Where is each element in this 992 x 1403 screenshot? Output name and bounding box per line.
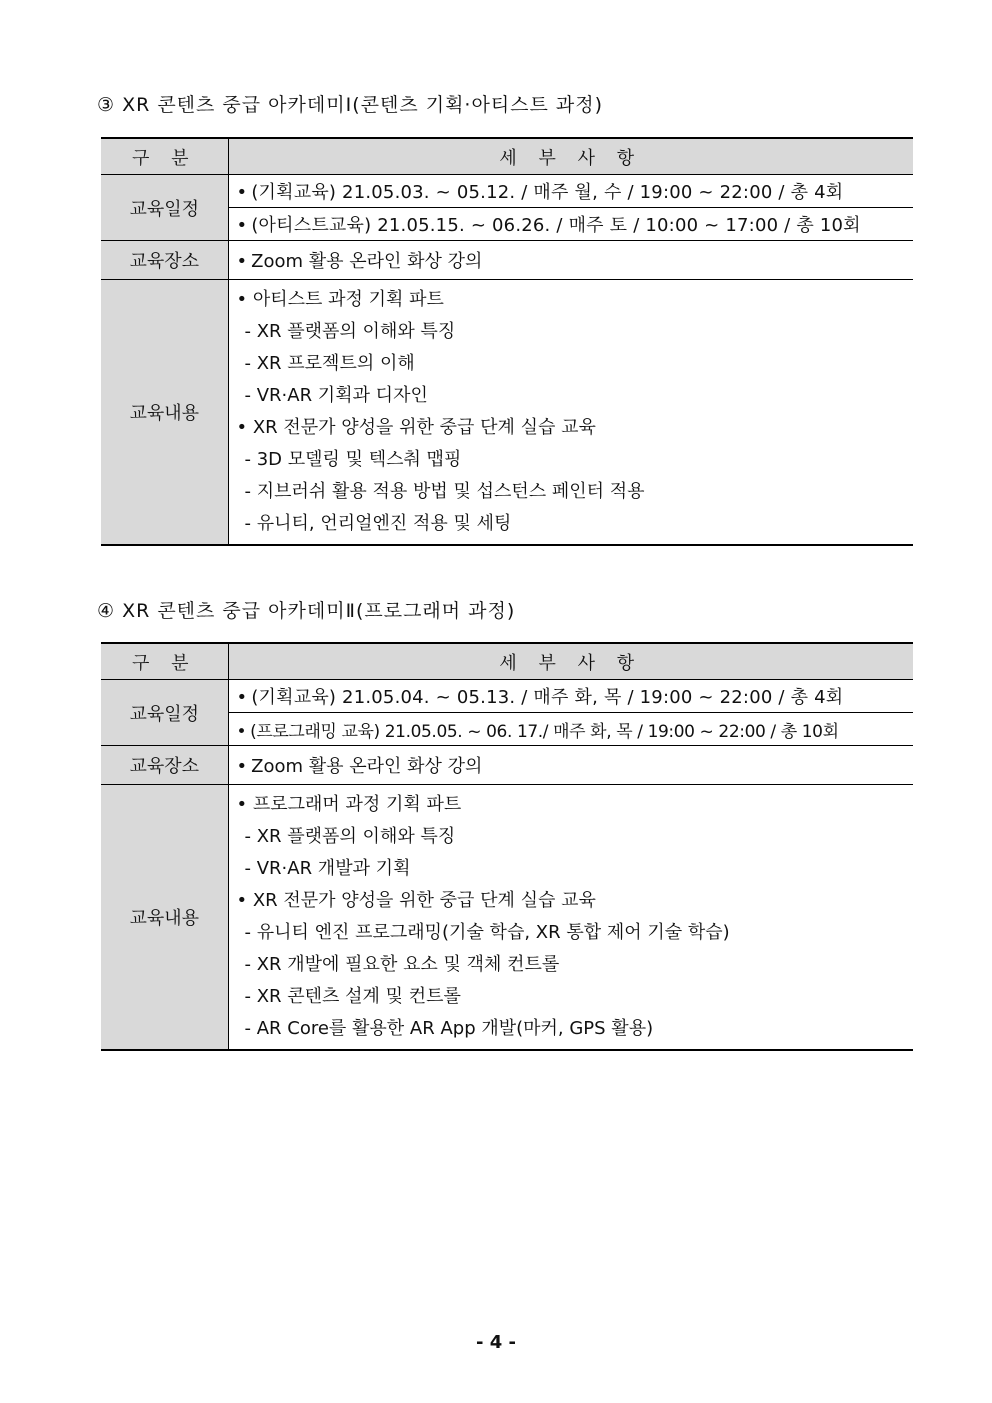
- content-line: - XR 콘텐츠 설계 및 컨트롤: [244, 986, 461, 1007]
- schedule-row: [101, 175, 913, 208]
- schedule-line: [228, 680, 913, 713]
- content-line: - XR 프로젝트의 이해: [244, 353, 415, 374]
- schedule-text: • (기획교육) 21.05.03. ~ 05.12. / 매주 월, 수 / 19:00 ~ 22:00 / 총 4회: [237, 182, 844, 203]
- content-line: - AR Core를 활용한 AR App 개발(마커, GPS 활용): [244, 1018, 654, 1039]
- content-label: 교육내용: [101, 785, 228, 1051]
- content-line: - XR 플랫폼의 이해와 특징: [244, 321, 456, 342]
- content-cell: [228, 280, 913, 546]
- header-category: 구 분: [101, 138, 228, 175]
- content-line: - XR 플랫폼의 이해와 특징: [244, 826, 456, 847]
- schedule-label: 교육일정: [101, 175, 228, 241]
- content-label: 교육내용: [101, 280, 228, 546]
- schedule-text: • (프로그래밍 교육) 21.05.05. ~ 06. 17./ 매주 화, 목 / 19:00 ~ 22:00 / 총 10회: [237, 722, 839, 742]
- content-line: - 유니티, 언리얼엔진 적용 및 세팅: [244, 513, 512, 534]
- content-line: • 프로그래머 과정 기획 파트: [236, 794, 462, 815]
- location-text: • Zoom 활용 온라인 화상 강의: [237, 756, 483, 777]
- schedule-row: [101, 680, 913, 713]
- location-cell: [228, 746, 913, 785]
- content-line: - 지브러쉬 활용 적용 방법 및 섭스턴스 페인터 적용: [244, 481, 645, 502]
- location-cell: [228, 241, 913, 280]
- schedule-line: [228, 713, 913, 746]
- content-line: - VR·AR 개발과 기획: [244, 858, 411, 879]
- table-header-row: [101, 643, 913, 680]
- header-details: 세 부 사 항: [228, 138, 913, 175]
- content-row: [101, 280, 913, 546]
- content-row: [101, 785, 913, 1051]
- content-line: - 유니티 엔진 프로그래밍(기술 학습, XR 통합 제어 기술 학습): [244, 922, 730, 943]
- page-number: - 4 -: [476, 1332, 516, 1353]
- content-line: • XR 전문가 양성을 위한 중급 단계 실습 교육: [236, 417, 596, 438]
- header-details: 세 부 사 항: [228, 643, 913, 680]
- schedule-text: • (기획교육) 21.05.04. ~ 05.13. / 매주 화, 목 / 19:00 ~ 22:00 / 총 4회: [237, 687, 844, 708]
- section-title-3: ③ XR 콘텐츠 중급 아카데미Ⅰ(콘텐츠 기획·아티스트 과정): [97, 94, 604, 116]
- location-text: • Zoom 활용 온라인 화상 강의: [237, 251, 483, 272]
- schedule-label: 교육일정: [101, 680, 228, 746]
- schedule-text: • (아티스트교육) 21.05.15. ~ 06.26. / 매주 토 / 10:00 ~ 17:00 / 총 10회: [237, 215, 861, 236]
- location-label: 교육장소: [101, 241, 228, 280]
- header-category: 구 분: [101, 643, 228, 680]
- section-title-4: ④ XR 콘텐츠 중급 아카데미Ⅱ(프로그래머 과정): [97, 600, 516, 622]
- location-label: 교육장소: [101, 746, 228, 785]
- content-line: - XR 개발에 필요한 요소 및 객체 컨트롤: [244, 954, 560, 975]
- content-cell: [228, 785, 913, 1051]
- table-header-row: [101, 138, 913, 175]
- content-line: - 3D 모델링 및 텍스춰 맵핑: [244, 449, 462, 470]
- location-row: [101, 746, 913, 785]
- content-line: - VR·AR 기획과 디자인: [244, 385, 428, 406]
- schedule-line: [228, 175, 913, 208]
- content-line: • XR 전문가 양성을 위한 중급 단계 실습 교육: [236, 890, 596, 911]
- location-row: [101, 241, 913, 280]
- schedule-line: [228, 208, 913, 241]
- program-table-1: [101, 137, 913, 546]
- content-line: • 아티스트 과정 기획 파트: [236, 289, 444, 310]
- program-table-2: [101, 642, 913, 1051]
